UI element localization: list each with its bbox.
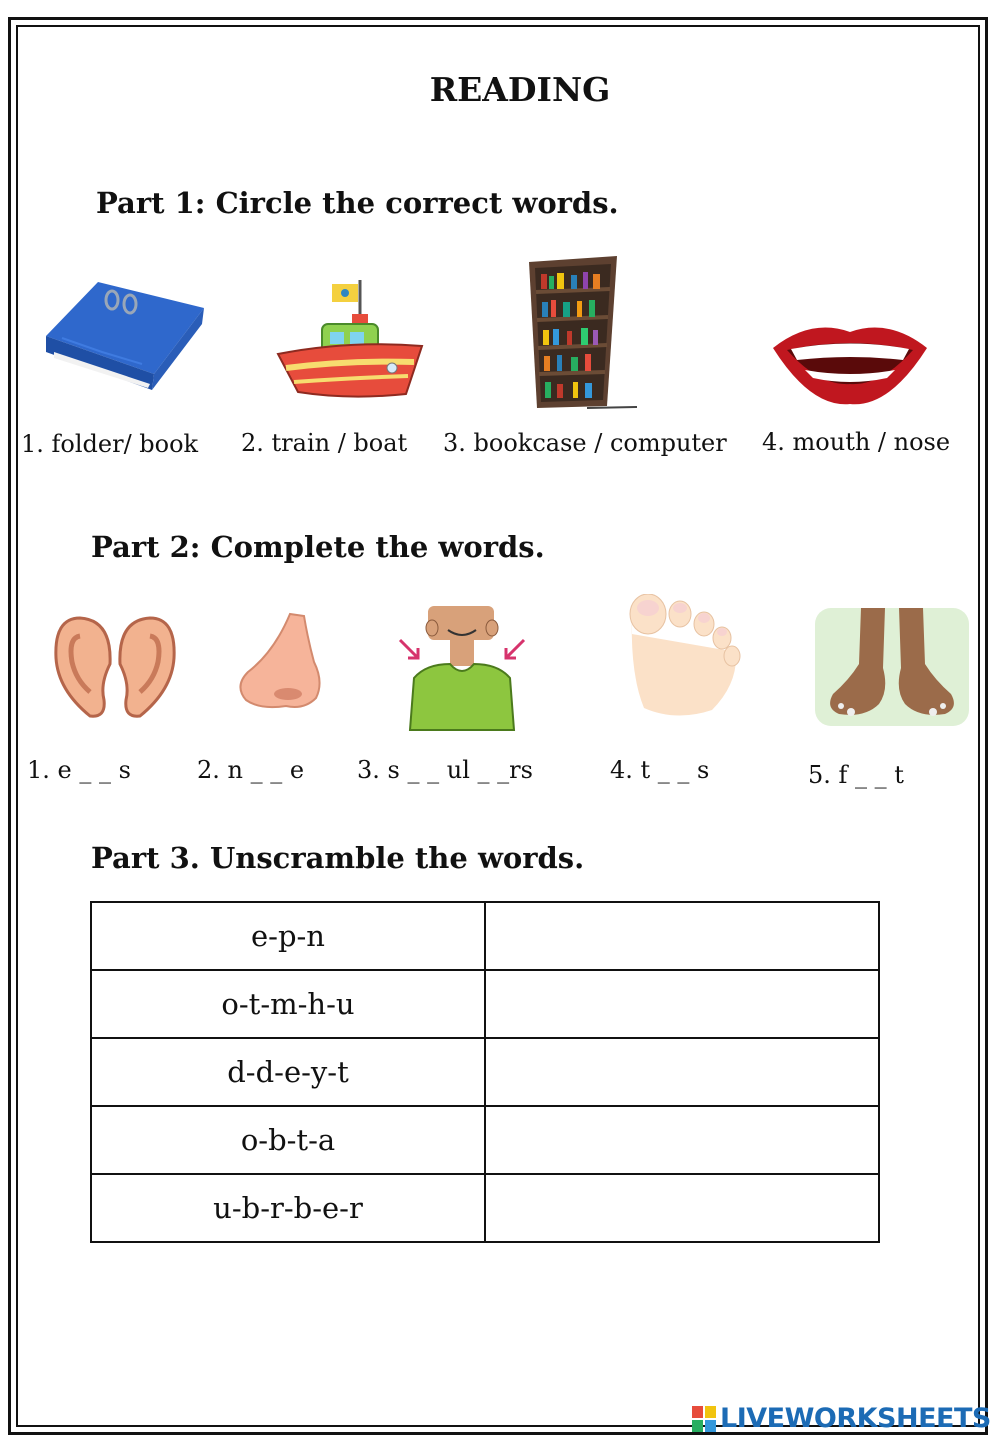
- scrambled-word: u-b-r-b-e-r: [91, 1174, 485, 1242]
- scrambled-word: d-d-e-y-t: [91, 1038, 485, 1106]
- ears-icon: [50, 614, 180, 724]
- part2-caption-3: 3. s _ _ ul _ _rs: [357, 756, 533, 784]
- scrambled-word: e-p-n: [91, 902, 485, 970]
- scrambled-word: o-t-m-h-u: [91, 970, 485, 1038]
- part2-caption-5: 5. f _ _ t: [808, 761, 904, 789]
- answer-cell[interactable]: [485, 902, 879, 970]
- part2-caption-2: 2. n _ _ e: [197, 756, 305, 784]
- answer-cell[interactable]: [485, 1038, 879, 1106]
- liveworksheets-logo-icon: [692, 1406, 716, 1432]
- part1-caption-4: 4. mouth / nose: [762, 428, 951, 456]
- folder-icon: [42, 278, 207, 402]
- boat-icon: [274, 276, 424, 405]
- part2-heading: Part 2: Complete the words.: [91, 530, 545, 564]
- feet-icon: [815, 608, 969, 730]
- table-row: [91, 1038, 879, 1106]
- table-row: [91, 1174, 879, 1242]
- bookcase-icon: [527, 254, 639, 414]
- answer-cell[interactable]: [485, 1106, 879, 1174]
- part2-caption-1: 1. e _ _ s: [27, 756, 131, 784]
- liveworksheets-logo-text: LIVEWORKSHEETS: [720, 1403, 991, 1434]
- shoulders-icon: [396, 606, 528, 736]
- part1-caption-1: 1. folder/ book: [21, 430, 199, 458]
- scrambled-word: o-b-t-a: [91, 1106, 485, 1174]
- part3-heading: Part 3. Unscramble the words.: [91, 841, 585, 875]
- answer-cell[interactable]: [485, 1174, 879, 1242]
- table-row: [91, 1106, 879, 1174]
- table-row: [91, 902, 879, 970]
- part2-caption-4: 4. t _ _ s: [610, 756, 710, 784]
- liveworksheets-logo: [692, 1403, 991, 1434]
- part1-caption-3: 3. bookcase / computer: [443, 429, 727, 457]
- mouth-icon: [771, 318, 929, 410]
- part1-caption-2: 2. train / boat: [241, 429, 408, 457]
- answer-cell[interactable]: [485, 970, 879, 1038]
- unscramble-table: [90, 901, 880, 1243]
- nose-icon: [234, 612, 324, 716]
- part1-heading: Part 1: Circle the correct words.: [96, 186, 619, 220]
- page-title: READING: [429, 70, 611, 109]
- toes-icon: [626, 594, 742, 724]
- table-row: [91, 970, 879, 1038]
